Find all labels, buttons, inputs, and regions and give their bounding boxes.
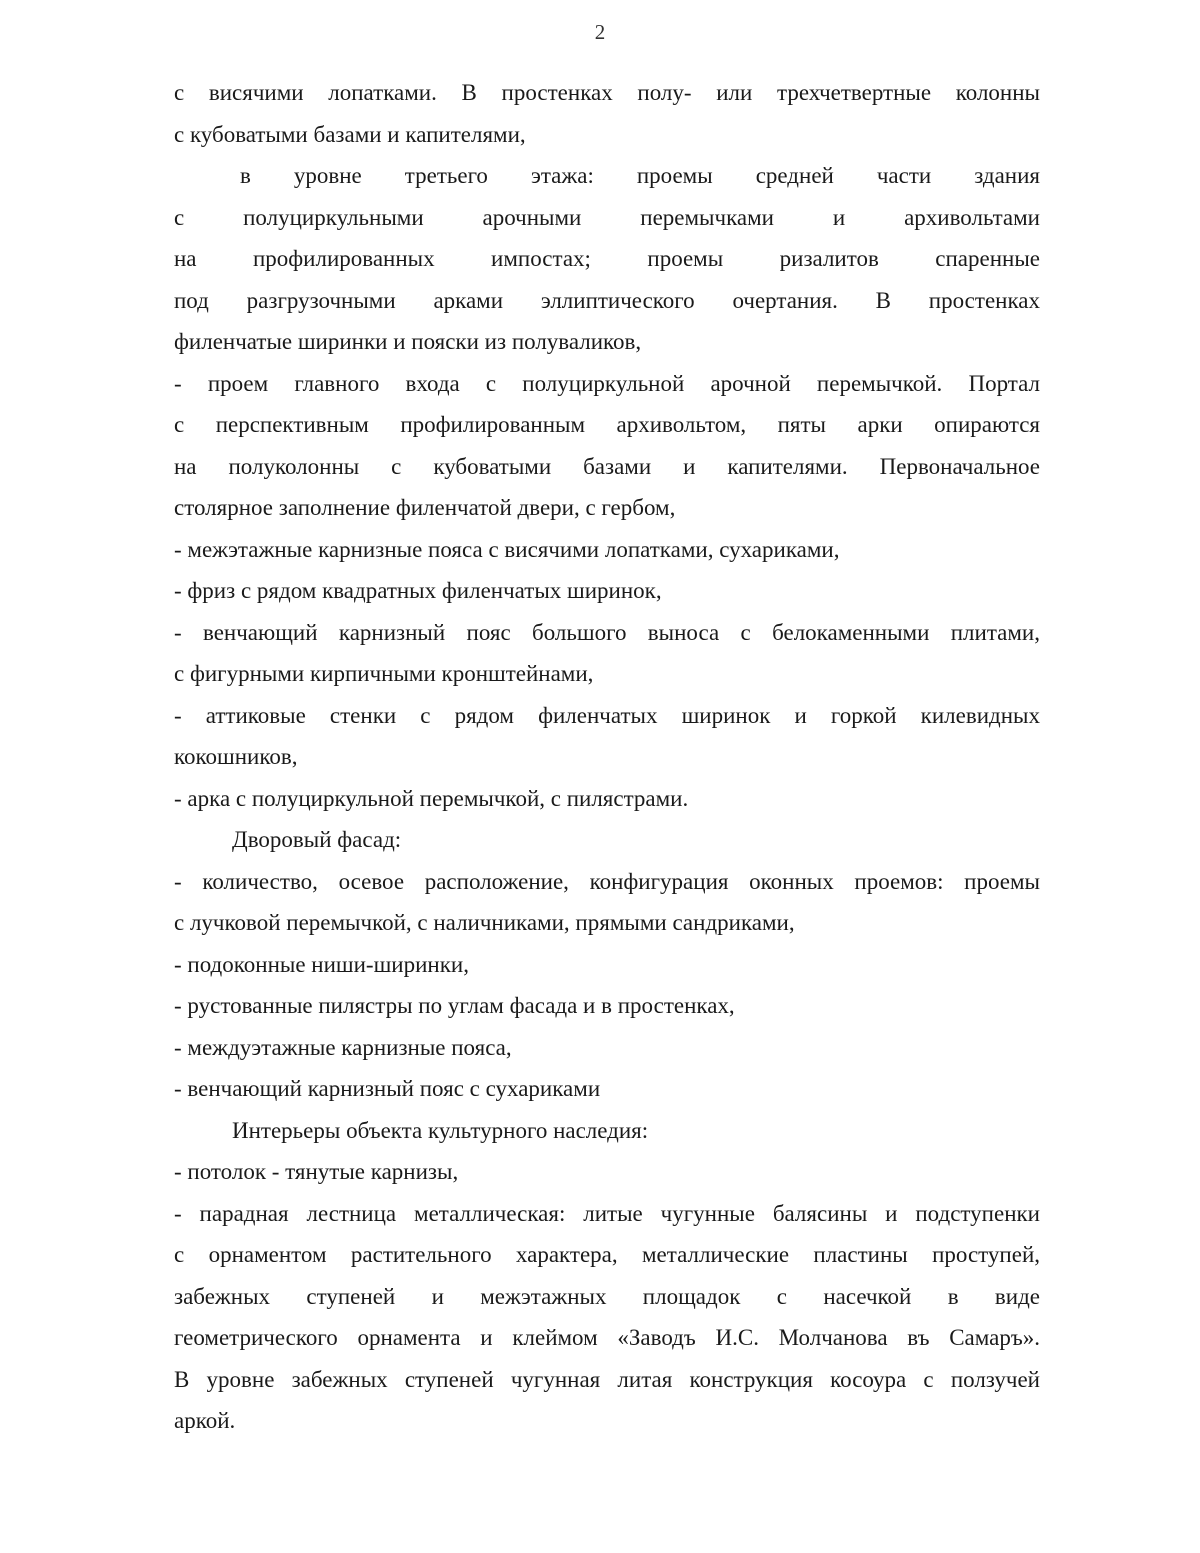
list-item-staircase	[174, 1193, 1040, 1442]
text-line: - межэтажные карнизные пояса с висячими лопатками, сухариками,	[174, 536, 840, 562]
list-item	[174, 1068, 1040, 1110]
text-line: - парадная лестница металлическая: литые чугунные балясины и подступенки	[174, 1200, 1040, 1226]
text-line: - междуэтажные карнизные пояса,	[174, 1034, 512, 1060]
text-line: кокошников,	[174, 744, 298, 769]
text-line: - венчающий карнизный пояс большого выноса с белокаменными плитами,	[174, 619, 1040, 645]
text-line: аркой.	[174, 1408, 236, 1433]
text-line: с лучковой перемычкой, с наличниками, прямыми сандриками,	[174, 910, 795, 935]
text-line: Интерьеры объекта культурного наследия:	[232, 1117, 649, 1143]
text-line: геометрического орнамента и клеймом «Заводъ И.С. Молчанова въ Самаръ».	[174, 1325, 1040, 1350]
text-line: на полуколонны с кубоватыми базами и капителями. Первоначальное	[174, 453, 1040, 479]
text-line: - количество, осевое расположение, конфигурация оконных проемов: проемы	[174, 868, 1040, 894]
section-heading-interiors	[174, 1110, 1040, 1152]
text-line: забежных ступеней и межэтажных площадок с насечкой в виде	[174, 1283, 1040, 1309]
paragraph-main-entrance	[174, 363, 1040, 529]
section-heading-courtyard-facade	[174, 819, 1040, 861]
list-item	[174, 529, 1040, 571]
text-line: - потолок - тянутые карнизы,	[174, 1159, 459, 1184]
text-line: - фриз с рядом квадратных филенчатых ширинок,	[174, 578, 662, 603]
document-body	[174, 72, 1040, 1442]
list-item	[174, 778, 1040, 820]
text-line: с орнаментом растительного характера, металлические пластины проступей,	[174, 1242, 1040, 1267]
text-line: - проем главного входа с полуциркульной арочной перемычкой. Портал	[174, 370, 1040, 396]
list-item	[174, 1027, 1040, 1069]
text-line: под разгрузочными арками эллиптического очертания. В простенках	[174, 287, 1040, 313]
list-item	[174, 612, 1040, 695]
text-line: - венчающий карнизный пояс с сухариками	[174, 1076, 601, 1101]
text-line: столярное заполнение филенчатой двери, с гербом,	[174, 495, 676, 520]
text-line: с висячими лопатками. В простенках полу- или трехчетвертные колонны	[174, 80, 1040, 105]
list-item	[174, 570, 1040, 612]
text-line: - подоконные ниши-ширинки,	[174, 951, 469, 977]
text-line: - аттиковые стенки с рядом филенчатых ширинок и горкой килевидных	[174, 702, 1040, 728]
text-line: с перспективным профилированным архивольтом, пяты арки опираются	[174, 412, 1040, 437]
list-item	[174, 695, 1040, 778]
list-item	[174, 861, 1040, 944]
paragraph-third-floor	[174, 155, 1040, 363]
text-line: с кубоватыми базами и капителями,	[174, 121, 526, 147]
text-line: В уровне забежных ступеней чугунная литая конструкция косоура с ползучей	[174, 1366, 1040, 1392]
text-line: филенчатые ширинки и пояски из полуваликов,	[174, 329, 642, 354]
text-line: - арка с полуциркульной перемычкой, с пилястрами.	[174, 785, 689, 811]
text-line: Дворовый фасад:	[232, 827, 402, 852]
text-line: на профилированных импостах; проемы ризалитов спаренные	[174, 246, 1040, 271]
text-line: с полуциркульными арочными перемычками и архивольтами	[174, 204, 1040, 230]
list-item	[174, 944, 1040, 986]
text-line: - рустованные пилястры по углам фасада и в простенках,	[174, 993, 735, 1018]
list-item	[174, 985, 1040, 1027]
page-number: 2	[594, 20, 606, 44]
paragraph-facade-continuation	[174, 72, 1040, 155]
text-line: в уровне третьего этажа: проемы средней части здания	[240, 163, 1040, 188]
text-line: с фигурными кирпичными кронштейнами,	[174, 661, 594, 686]
list-item	[174, 1151, 1040, 1193]
